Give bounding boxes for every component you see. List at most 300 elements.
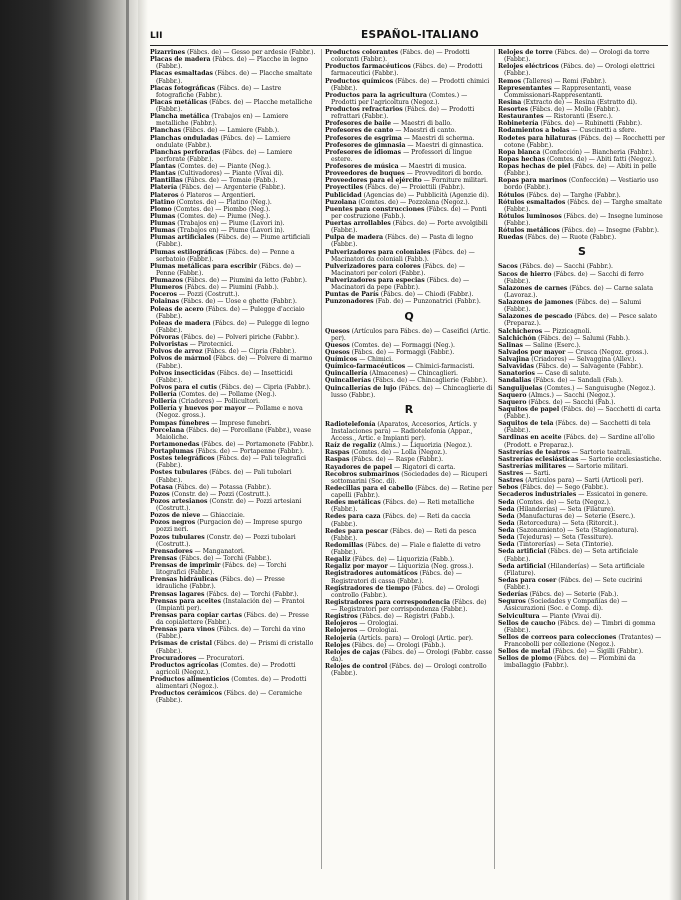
entry-translation: (Fábcs. de) — Sacchi di ferro (Fabbr.). <box>504 270 644 285</box>
dictionary-entry <box>325 135 493 142</box>
entry-translation: — Sartorie teatrali. <box>569 448 632 456</box>
dictionary-entry <box>150 199 318 206</box>
entry-headword: Prensas de imprimir <box>150 562 221 569</box>
entry-translation: (Tejeduras) — Seta (Tessiture). <box>514 534 614 542</box>
entry-headword: Relojes de control <box>325 663 388 670</box>
entry-headword: Sellos de caucho <box>498 619 556 627</box>
entry-headword: Redes metálicas <box>325 499 381 507</box>
dictionary-entry <box>325 635 493 642</box>
dictionary-entry <box>325 370 493 377</box>
entry-headword: Planchas onduladas <box>150 134 219 142</box>
entry-headword: Plantas <box>150 170 176 178</box>
dictionary-entry <box>150 99 318 113</box>
entry-translation: (Comtes. de) — Pozzolana (Negoz.). <box>356 198 470 206</box>
dictionary-entry <box>498 541 666 548</box>
entry-translation: (Cultivadores) — Piante (Vivai di). <box>175 170 284 178</box>
entry-translation: (Fábcs. de) — Reti metalliche (Fabbr.). <box>331 499 475 514</box>
entry-headword: Profesores de baile <box>325 120 391 128</box>
dictionary-entry <box>498 263 666 270</box>
entry-headword: Sebos <box>498 484 519 492</box>
dictionary-entry <box>498 527 666 534</box>
entry-headword: Prensas <box>150 554 178 562</box>
entry-translation: (Fábcs. de) — Sete cucirini (Fabbr.). <box>504 576 643 591</box>
entry-headword: Quincallerías de lujo <box>325 384 397 392</box>
entry-translation: (Alms.) — Liquorizia (Negoz.). <box>376 442 473 450</box>
entry-translation: (Comtes. de) — Formaggi (Neg.). <box>349 341 455 349</box>
dictionary-entry <box>325 170 493 177</box>
entry-headword: Resortes <box>498 106 528 113</box>
entry-headword: Polvos de mármol <box>150 355 212 363</box>
dictionary-entry <box>150 127 318 134</box>
dictionary-entry <box>325 620 493 627</box>
entry-headword: Secaderos industriales <box>498 491 577 499</box>
entry-headword: Seda <box>498 541 515 549</box>
entry-headword: Saquitos de papel <box>498 405 560 413</box>
dictionary-entry <box>325 449 493 456</box>
entry-translation: (Fábcs. de) — Placche metalliche (Fabbr.). <box>156 98 313 113</box>
dictionary-entry <box>498 85 666 99</box>
dictionary-entry <box>325 92 493 106</box>
entry-translation: (Artículos para Fábcs. de) — Caseifici (Artic. per). <box>331 327 491 342</box>
dictionary-entry <box>498 491 666 498</box>
dictionary-entry <box>498 99 666 106</box>
entry-headword: Ruedas <box>498 234 524 242</box>
dictionary-entry <box>498 113 666 120</box>
dictionary-entry <box>498 106 666 113</box>
entry-translation: — Maestri di scherma. <box>401 134 475 142</box>
section-letter: S <box>578 245 586 259</box>
entry-translation: (Fábcs. de) — Piombini da imballaggio (Fabbr.). <box>504 655 636 670</box>
entry-translation: — Provveditori di bordo. <box>404 170 483 178</box>
entry-translation: (Fábcs. de) — Pali tubolari (Fabbr.). <box>156 469 292 484</box>
entry-headword: Ropa blanca <box>498 148 541 156</box>
entry-headword: Pozos negros <box>150 519 196 527</box>
entry-translation: — Ristoranti (Eserc.). <box>543 113 613 121</box>
entry-headword: Sanatorios <box>498 370 535 378</box>
entry-headword: Prensas hidráulicas <box>150 576 218 584</box>
entry-translation: (Fábcs. de) — Ruote (Fabbr.). <box>523 234 617 242</box>
dictionary-entry <box>498 385 666 392</box>
entry-headword: Plantas <box>150 163 176 170</box>
entry-translation: — Rappresentanti, vease Commissionari-Rappresentanti. <box>504 84 632 99</box>
dictionary-entry <box>150 298 318 305</box>
entry-headword: Plumas artificiales <box>150 234 215 242</box>
entry-headword: Sandalias <box>498 377 532 385</box>
dictionary-entry <box>150 420 318 427</box>
entry-translation: (Fábcs. de) — Portamonete (Fabbr.). <box>199 440 314 448</box>
entry-headword: Robinetería <box>498 120 539 128</box>
dictionary-entry <box>150 626 318 640</box>
entry-translation: (Fábcs. de) — Prismi di cristallo (Fabbr.). <box>156 640 314 655</box>
dictionary-entry <box>498 335 666 342</box>
entry-translation: (Fábcs. de) — Presse da copialettere (Fabbr.). <box>156 611 309 626</box>
entry-headword: Polvos de arroz <box>150 348 203 356</box>
dictionary-entry <box>150 135 318 149</box>
entry-translation: (Fábcs. de) — Penne (Fabbr.). <box>156 262 302 277</box>
entry-translation: (Talleres) — Remi (Fabbr.). <box>521 77 607 85</box>
entry-headword: Plumeros <box>150 284 183 292</box>
entry-translation: (Fábcs. de) — Lamiere ondulate (Fabbr.). <box>156 134 291 149</box>
entry-headword: Ropas hechas de piel <box>498 163 571 170</box>
entry-headword: Pozos tubulares <box>150 533 205 541</box>
entry-translation: (Fábcs. de) — Molle (Fabbr.). <box>528 106 621 113</box>
dictionary-entry <box>498 513 666 520</box>
dictionary-entry <box>498 127 666 134</box>
entry-translation: (Fábcs. de) — Portapenne (Fabbr.). <box>193 448 304 455</box>
dictionary-entry <box>498 349 666 356</box>
dictionary-entry <box>150 348 318 355</box>
entry-translation: (Fábcs. de) — Orologi elettrici (Fabbr.). <box>504 63 655 78</box>
section-letter: Q <box>404 309 414 323</box>
entry-headword: Punzonadores <box>325 298 374 306</box>
dictionary-entry <box>150 398 318 405</box>
dictionary-entry <box>498 177 666 191</box>
entry-headword: Salvajina <box>498 356 530 363</box>
column-rule <box>494 49 495 869</box>
entry-headword: Salvados por mayor <box>498 348 566 356</box>
entry-translation: (Constr. de) — Pozzi (Costrutt.). <box>169 490 271 498</box>
entry-translation: (Fábcs. de) — Pali telegrafici (Fabbr.). <box>156 455 306 470</box>
entry-headword: Plumas <box>150 227 176 235</box>
dictionary-entry <box>325 442 493 449</box>
entry-headword: Saquero <box>498 398 527 406</box>
entry-headword: Pozos <box>150 490 170 498</box>
entry-headword: Puntas de París <box>325 291 379 299</box>
dictionary-entry <box>150 690 318 704</box>
entry-translation: (Fábcs. de) — Lastre fotografiche (Fabbr.). <box>156 84 282 99</box>
entry-headword: Pulpa de madera <box>325 234 384 242</box>
entry-translation: (Comtes. de) — Abiti fatti (Negoz.). <box>545 155 657 163</box>
dictionary-entry <box>498 135 666 149</box>
entry-headword: Profesores de música <box>325 163 399 170</box>
entry-headword: Platino <box>150 198 175 206</box>
entry-translation: (Trabajos en) — Piume (Lavori in). <box>175 227 285 235</box>
entry-headword: Planchas perforadas <box>150 148 221 156</box>
entry-translation: (Fábcs. de) — Polvere di marmo (Fabbr.). <box>156 355 313 370</box>
dictionary-entry <box>150 484 318 491</box>
entry-translation: (Fábcs. de) — Tomaie (Fabb.). <box>182 177 278 185</box>
entry-translation: (Fábcs. de) — Polveri piriche (Fabbr.). <box>179 334 300 341</box>
dictionary-entry <box>498 149 666 156</box>
dictionary-entry <box>498 363 666 370</box>
entry-headword: Resina <box>498 98 522 106</box>
entry-translation: (Comtes. de) — Piume (Neg.). <box>175 212 271 220</box>
entry-headword: Seda <box>498 512 515 520</box>
entry-headword: Sanguijuelas <box>498 384 543 392</box>
entry-translation: (Sociedades de) — Ricuperi sottomarini (Soc. di). <box>331 470 488 485</box>
entry-headword: Sacos de hierro <box>498 270 552 278</box>
entry-translation: (Fábcs. de) — Chincaglierie di lusso (Fabbr.). <box>331 384 493 399</box>
entry-translation: — Maestri di musica. <box>398 163 467 170</box>
dictionary-entry <box>150 277 318 284</box>
entry-translation: (Comtes. de) — Seta (Negoz.). <box>514 498 611 506</box>
entry-translation: (Fábcs. de) — Argenterie (Fabbr.). <box>177 184 286 192</box>
dictionary-entry <box>498 299 666 313</box>
dictionary-entry <box>150 249 318 263</box>
entry-headword: Productos agrícolas <box>150 661 219 669</box>
entry-headword: Salchicheros <box>498 327 543 335</box>
entry-headword: Salazones de carnes <box>498 284 568 292</box>
entry-headword: Poleas de madera <box>150 319 211 327</box>
entry-translation: — Pozzi (Costrutt.). <box>176 291 240 299</box>
dictionary-entry <box>325 385 493 399</box>
entry-translation: — Procuratori. <box>196 654 245 662</box>
dictionary-entry <box>150 612 318 626</box>
dictionary-entry <box>498 63 666 77</box>
dictionary-entry <box>498 234 666 241</box>
entry-translation: (Fábcs. de) — Sacchi (Fab.). <box>526 398 616 406</box>
entry-translation: (Hilanderías) — Seta artificiale (Filature). <box>504 562 645 577</box>
dictionary-entry <box>325 249 493 263</box>
dictionary-entry <box>325 356 493 363</box>
entry-translation: (Fábcs. de) — Targhe smaltate (Fabbr.). <box>504 198 663 213</box>
entry-translation: (Comtes. de) — Piombo (Neg.). <box>171 205 271 213</box>
dictionary-entry <box>325 220 493 234</box>
dictionary-entry <box>150 448 318 455</box>
entry-headword: Salinas <box>498 341 523 349</box>
entry-translation: (Fábcs. de) — Reti da caccia (Fabbr.). <box>331 513 471 528</box>
dictionary-entry <box>150 640 318 654</box>
entry-headword: Rótulos metálicos <box>498 227 560 235</box>
dictionary-entry <box>325 328 493 342</box>
entry-headword: Proveedores de buques <box>325 170 405 178</box>
entry-headword: Postes tubulares <box>150 469 208 477</box>
entry-translation: (Fábcs. de) — Pulegge d'acciaio (Fabbr.). <box>156 305 305 320</box>
dictionary-entry <box>150 234 318 248</box>
dictionary-entry <box>150 405 318 419</box>
dictionary-entry <box>150 170 318 177</box>
dictionary-entry <box>498 463 666 470</box>
entry-translation: (Tratantes) — Francobolli per collezione (Negoz.). <box>504 633 662 648</box>
entry-headword: Sastres <box>498 470 524 477</box>
entry-headword: Plateros <box>150 191 179 199</box>
entry-translation: (Constr. de) — Pozzi tubolari (Costrutt.). <box>156 533 296 548</box>
entry-translation: (Fábcs. de) — Fiale e fialette di vetro (Fabbr.). <box>331 541 481 556</box>
entry-translation: — Maestri di ginnastica. <box>405 141 484 149</box>
dictionary-entry <box>325 342 493 349</box>
dictionary-entry <box>325 63 493 77</box>
entry-headword: Sastres <box>498 477 524 485</box>
entry-translation: — Crusca (Negoz. gross.). <box>565 348 649 356</box>
entry-translation: (Fábcs. de) — Orologi controllo (Fabbr.). <box>331 584 480 599</box>
entry-headword: Seda artificial <box>498 548 546 556</box>
entry-translation: (Fábcs. de) — Prodotti chimici (Fabbr.). <box>331 77 490 92</box>
entry-translation: (Fábcs. de) — Pesce salato (Preparaz.). <box>504 313 657 328</box>
dictionary-entry <box>498 328 666 335</box>
entry-headword: Saquitos de tela <box>498 420 554 428</box>
dictionary-entry <box>150 49 318 56</box>
dictionary-entry <box>150 555 318 562</box>
entry-translation: (Fábcs. de) — Retine per capelli (Fabbr.). <box>331 484 493 499</box>
entry-translation: — Essicatoi in genere. <box>576 491 648 499</box>
entry-headword: Seda <box>498 519 515 527</box>
entry-headword: Registradores de tiempo <box>325 584 410 592</box>
entry-translation: — Sarti. <box>523 470 551 477</box>
entry-translation: (Comtes. de) — Lolla (Negoz.). <box>349 449 448 457</box>
entry-headword: Plantillas <box>150 177 183 185</box>
dictionary-entry <box>498 434 666 448</box>
dictionary-entry <box>498 406 666 420</box>
dictionary-entry <box>325 599 493 613</box>
dictionary-entry <box>498 520 666 527</box>
dictionary-entry <box>150 370 318 384</box>
entry-translation: (Fábcs. de) — Abiti in pelle (Fabbr.). <box>504 163 657 178</box>
entry-translation: (Fábcs. de) — Reti da pesca (Fabbr.). <box>331 527 477 542</box>
entry-headword: Profesores de idiomas <box>325 148 402 156</box>
dictionary-entry <box>150 676 318 690</box>
entry-translation: — Maestri di canto. <box>393 127 457 135</box>
entry-headword: Proveedores para el ejército <box>325 177 422 185</box>
dictionary-entry <box>150 56 318 70</box>
dictionary-entry <box>150 149 318 163</box>
dictionary-column-1 <box>150 49 318 869</box>
entry-headword: Plomo <box>150 205 172 213</box>
dictionary-entry <box>325 349 493 356</box>
dictionary-entry <box>150 441 318 448</box>
dictionary-entry <box>498 156 666 163</box>
dictionary-entry <box>325 377 493 384</box>
dictionary-entry <box>498 484 666 491</box>
dictionary-entry <box>325 163 493 170</box>
entry-headword: Regaliz por mayor <box>325 563 388 571</box>
entry-headword: Pozos de nieve <box>150 512 201 520</box>
entry-translation: (Fábcs. de) — Orologi (Fabb.). <box>350 641 446 649</box>
entry-translation: (Fábcs. de) — Registratori per corrispondenza (Fabbr.). <box>331 598 487 613</box>
entry-headword: Publicidad <box>325 191 362 199</box>
entry-translation: (Fábcs. de) — Rocchetti per cotone (Fabbr.). <box>504 134 665 149</box>
entry-translation: (Comtes. de) — Pollame (Neg.). <box>176 391 277 398</box>
entry-headword: Placas esmaltadas <box>150 70 213 78</box>
entry-headword: Polvos insecticidas <box>150 369 216 377</box>
entry-headword: Pizarrines <box>150 49 186 56</box>
dictionary-column-2 <box>325 49 493 869</box>
dictionary-entry <box>498 120 666 127</box>
dictionary-entry <box>150 455 318 469</box>
dictionary-entry <box>325 542 493 556</box>
entry-translation: (Comtes.) — Sanguisughe (Negoz.). <box>542 384 656 392</box>
entry-headword: Registros <box>325 613 358 621</box>
dictionary-entry <box>150 213 318 220</box>
entry-translation: (Fábcs. de) — Sacchetti di tela (Fabbr.). <box>504 420 651 435</box>
dictionary-entry <box>150 291 318 298</box>
dictionary-entry <box>498 399 666 406</box>
entry-translation: (Fábcs. de) — Uose e ghette (Fabbr.). <box>179 298 297 306</box>
entry-translation: — Manganatori. <box>192 547 245 555</box>
entry-translation: — Rigatori di carta. <box>392 463 456 471</box>
entry-translation: (Fábcs. de) — Sandali (Fab.). <box>531 377 623 385</box>
entry-translation: (Fábcs. de) — Macinatori per colori (Fabbr.). <box>331 262 465 277</box>
dictionary-entry <box>498 78 666 85</box>
dictionary-entry <box>150 548 318 555</box>
dictionary-entry <box>498 506 666 513</box>
column-rule <box>321 49 322 869</box>
entry-translation: (Criadores) — Pollicultori. <box>176 398 260 406</box>
dictionary-entry <box>150 562 318 576</box>
dictionary-entry <box>498 620 666 634</box>
entry-headword: Salvavidas <box>498 363 534 371</box>
entry-headword: Salazones de pescado <box>498 313 573 321</box>
entry-translation: (Fábcs. de) — Piume artificiali (Fabbr.). <box>156 234 310 249</box>
dictionary-entry <box>325 663 493 677</box>
entry-headword: Radiotelefonía <box>325 420 376 428</box>
dictionary-entry <box>150 320 318 334</box>
dictionary-entry <box>150 391 318 398</box>
entry-translation: (Fábcs. de) — Placche in legno (Fabbr.). <box>156 56 308 71</box>
dictionary-entry <box>498 499 666 506</box>
dictionary-entry <box>325 363 493 370</box>
dictionary-entry <box>325 192 493 199</box>
entry-headword: Remos <box>498 77 522 85</box>
entry-headword: Quesos <box>325 348 350 356</box>
entry-headword: Portamonedas <box>150 440 200 448</box>
dictionary-entry <box>325 499 493 513</box>
dictionary-entry <box>325 206 493 220</box>
entry-headword: Pollería <box>150 391 177 398</box>
dictionary-entry <box>325 263 493 277</box>
entry-translation: — Cuscinetti a sfere. <box>569 127 637 135</box>
entry-translation: (Manufacturas de) — Seterie (Eserc.). <box>514 512 636 520</box>
entry-translation: (Fábcs. de) — Registratori di cassa (Fabbr.). <box>331 570 462 585</box>
entry-translation: (Instalación de) — Frantoi (Impianti per). <box>156 597 305 612</box>
page-spine-fade <box>138 0 148 900</box>
entry-headword: Redomillas <box>325 541 364 549</box>
entry-headword: Plumas metálicas para escribir <box>150 262 257 270</box>
entry-headword: Placas metálicas <box>150 98 208 106</box>
entry-translation: (Fábcs. de) — Sigilli (Fabbr.). <box>550 648 644 656</box>
dictionary-entry <box>150 334 318 341</box>
entry-headword: Seguros <box>498 598 526 606</box>
entry-translation: (Fábcs. de) — Formaggi (Fabbr.). <box>349 348 455 356</box>
dictionary-entry <box>150 163 318 170</box>
entry-headword: Salazones de jamones <box>498 299 574 306</box>
entry-headword: Proyectiles <box>325 184 364 192</box>
entry-headword: Relojeros <box>325 627 358 635</box>
entry-headword: Sardinas en aceite <box>498 434 562 442</box>
entry-headword: Registradores automáticos <box>325 570 418 578</box>
entry-headword: Redecillas para el cabello <box>325 484 414 492</box>
dictionary-entry <box>150 662 318 676</box>
entry-translation: (Tintorerías) — Seta (Tintorie). <box>514 541 614 549</box>
entry-headword: Sastrerías de teatros <box>498 448 570 456</box>
dictionary-entry <box>498 356 666 363</box>
entry-translation: (Agencias de) — Pubblicità (Agenzie di). <box>361 191 489 199</box>
entry-headword: Pulverizadores para colores <box>325 262 421 270</box>
entry-translation: — Maestri di ballo. <box>390 120 452 128</box>
book-gutter-shadow <box>0 0 138 900</box>
entry-translation: (Fábcs. de) — Insegne (Fabbr.). <box>559 227 659 235</box>
entry-translation: (Almacenes) — Chincaglieri. <box>367 370 458 378</box>
dictionary-entry <box>498 271 666 285</box>
entry-headword: Sedas para coser <box>498 576 557 584</box>
dictionary-entry <box>325 464 493 471</box>
entry-headword: Pulverizadores para especias <box>325 277 425 284</box>
dictionary-entry <box>150 491 318 498</box>
entry-translation: (Fábcs. de) — Prodotti refrattari (Fabbr.). <box>331 106 475 121</box>
dictionary-entry <box>498 613 666 620</box>
dictionary-entry <box>150 384 318 391</box>
dictionary-column-3 <box>498 49 666 869</box>
entry-headword: Seda <box>498 498 515 506</box>
dictionary-entry <box>498 192 666 199</box>
dictionary-entry <box>498 370 666 377</box>
dictionary-entry <box>150 341 318 348</box>
entry-translation: (Fábcs. de) — Seta artificiale (Fabbr.). <box>504 548 638 563</box>
entry-headword: Plumas estilográficas <box>150 248 224 256</box>
entry-translation: — Case di salute. <box>534 370 591 378</box>
entry-translation: (Fábcs. de) — Sacchetti di carta (Fabbr.). <box>504 405 661 420</box>
entry-headword: Potasa <box>150 483 173 491</box>
entry-translation: (Sazonamiento) — Seta (Stagionatura). <box>514 527 639 534</box>
